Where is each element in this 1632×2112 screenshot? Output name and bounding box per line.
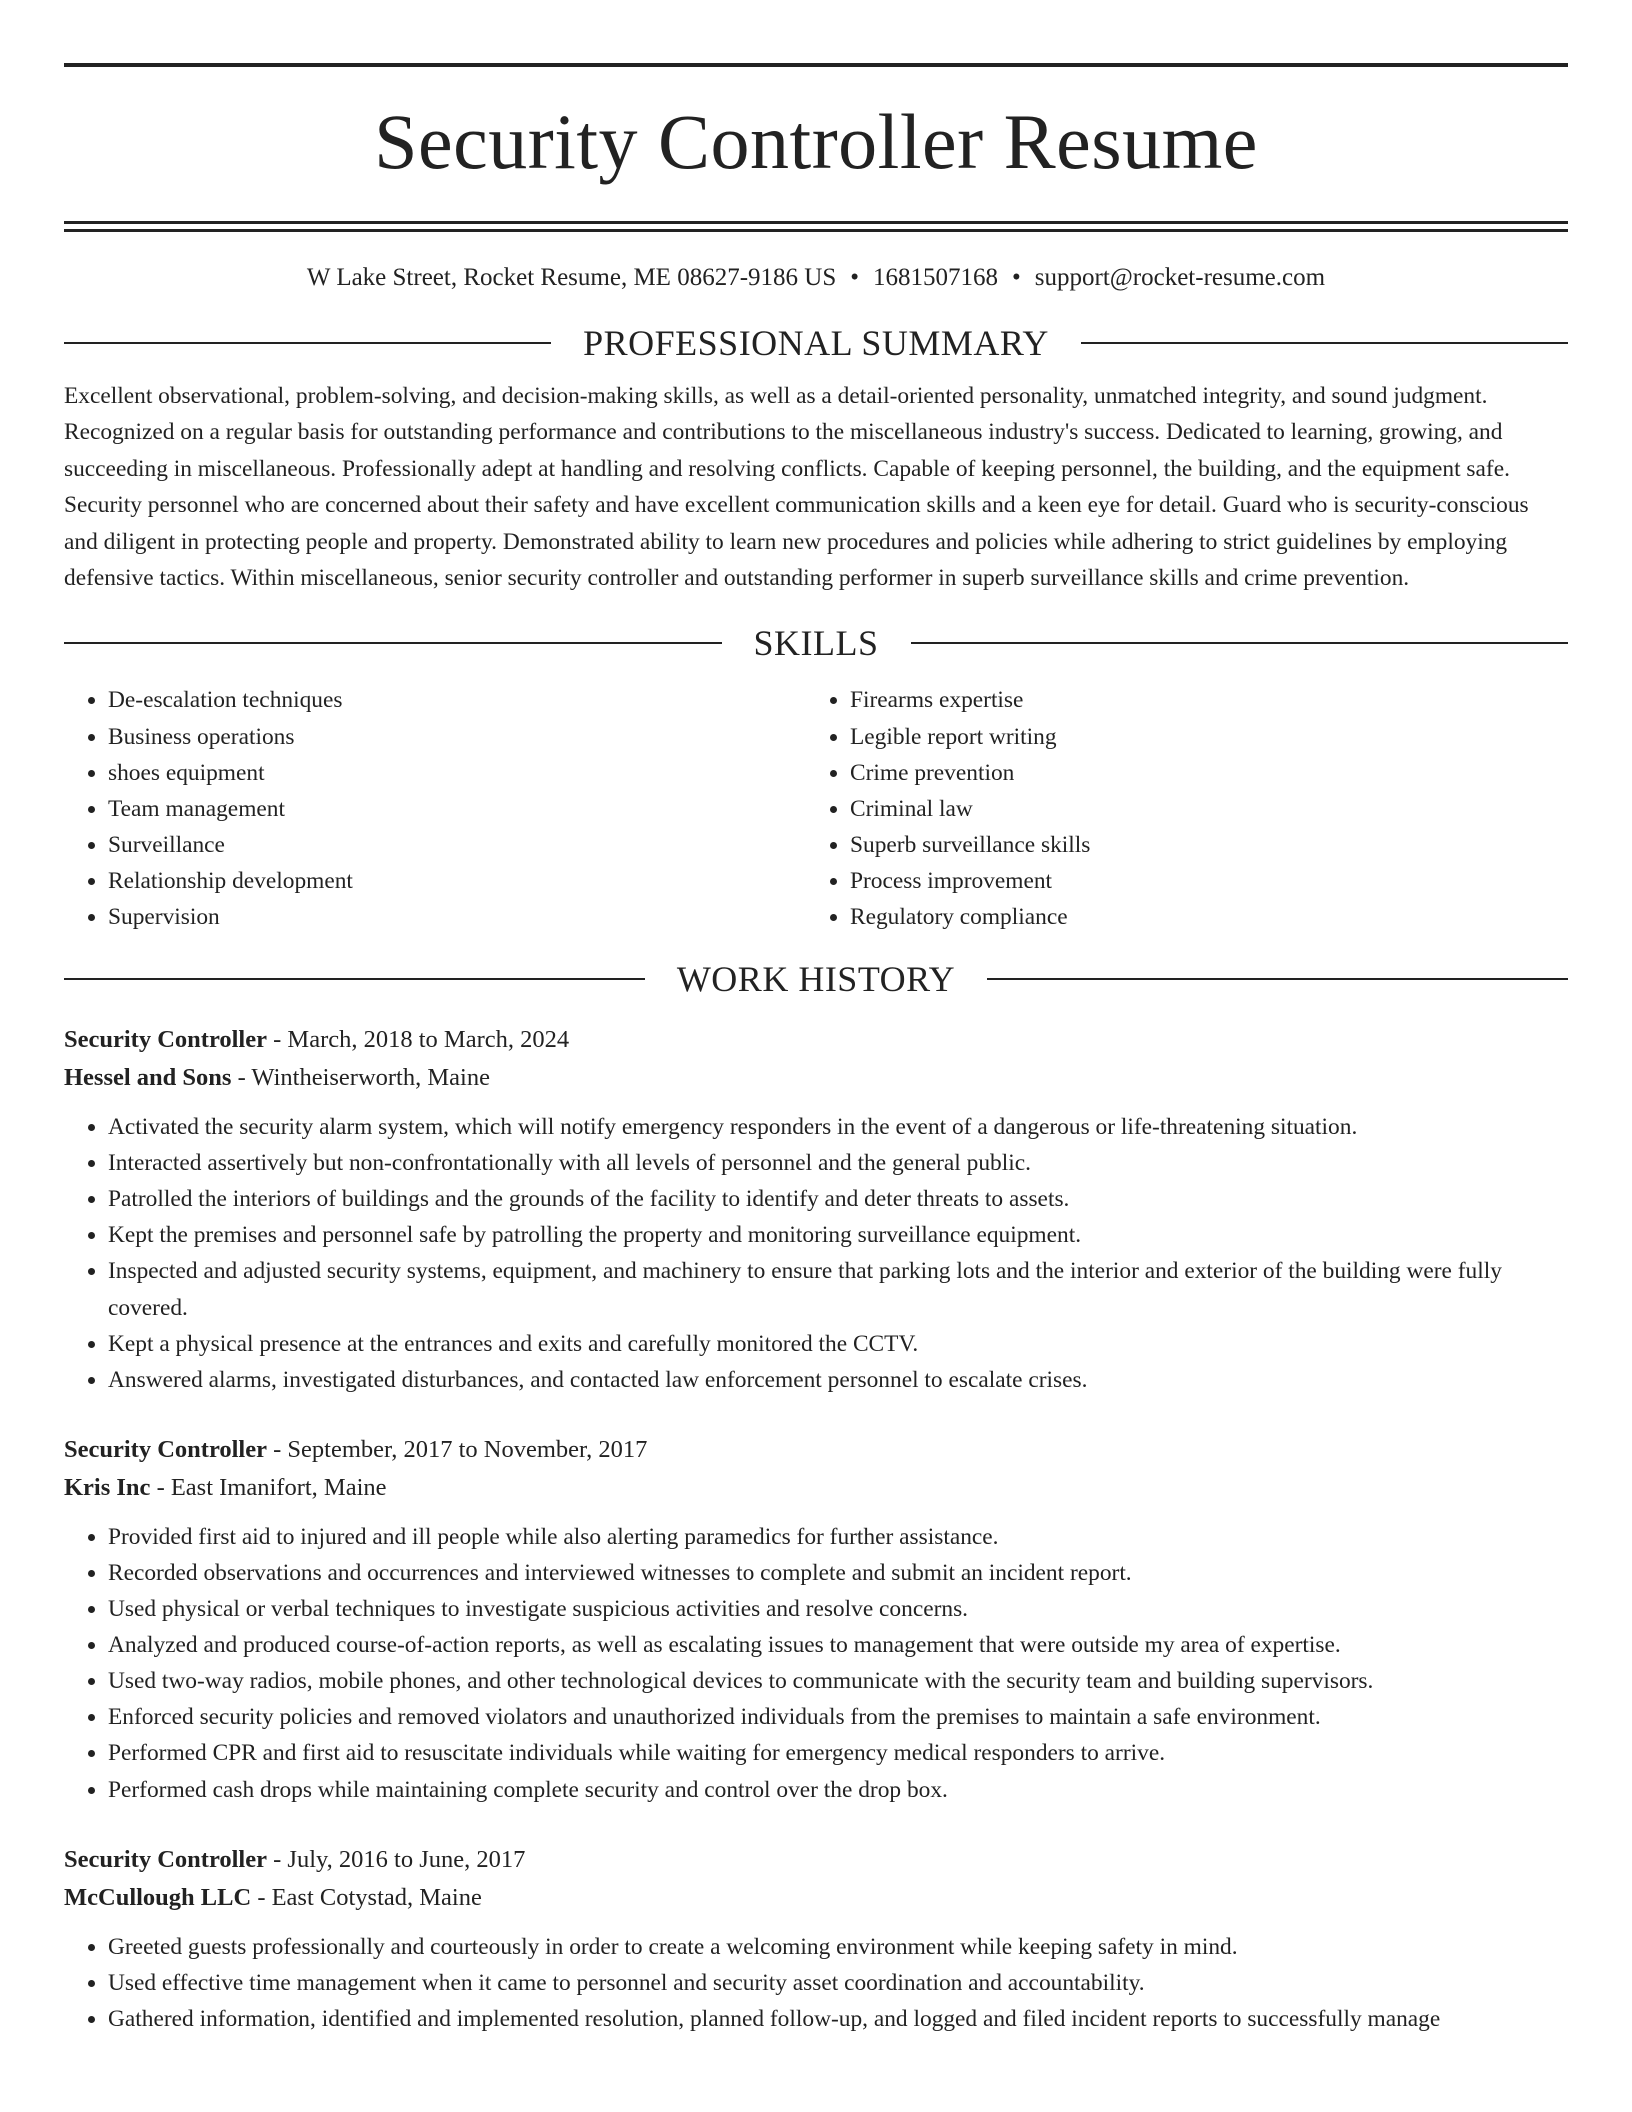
job-dates: - July, 2016 to June, 2017: [267, 1845, 526, 1873]
duty-item: • Answered alarms, investigated disturbances, and contacted law enforcement personnel to escalate crises.: [108, 1362, 1568, 1398]
top-rule: [64, 63, 1568, 67]
resume-title: Security Controller Resume: [374, 98, 1258, 185]
duty-item: • Used effective time management when it came to personnel and security asset coordination and accountability.: [108, 1965, 1568, 2001]
duty-item: • Patrolled the interiors of buildings and the grounds of the facility to identify and deter threats to assets.: [108, 1181, 1568, 1217]
job-company: Hessel and Sons: [64, 1064, 232, 1092]
duty-item: • Interacted assertively but non-confrontationally with all levels of personnel and the general public.: [108, 1145, 1568, 1181]
heading-rule-left: [64, 978, 645, 980]
duty-item: • Greeted guests professionally and courteously in order to create a welcoming environment while keeping safety in mind.: [108, 1929, 1568, 1965]
job-title-line: [64, 1021, 1568, 1059]
job-spacer: [64, 1808, 1568, 1841]
skill-item: • shoes equipment: [108, 755, 806, 791]
skills-columns: [64, 682, 1568, 935]
job-entry: [64, 1021, 1568, 1398]
skill-item: • Process improvement: [850, 863, 1568, 899]
heading-rule-right: [911, 642, 1569, 644]
skills-heading-label: SKILLS: [753, 623, 879, 664]
resume-page: [64, 0, 1568, 2037]
contact-line: [64, 262, 1568, 294]
job-spacer: [64, 1398, 1568, 1431]
duty-item: • Performed CPR and first aid to resuscitate individuals while waiting for emergency medical responders to arrive.: [108, 1735, 1568, 1771]
job-dates: - March, 2018 to March, 2024: [267, 1026, 570, 1054]
skill-item: • Legible report writing: [850, 719, 1568, 755]
skill-item: • Surveillance: [108, 827, 806, 863]
job-dates: - September, 2017 to November, 2017: [267, 1435, 648, 1463]
work-heading-label: WORK HISTORY: [676, 959, 956, 1000]
job-duties: [64, 1109, 1568, 1398]
duty-item: • Enforced security policies and removed violators and unauthorized individuals from the premises to maintain a safe environment.: [108, 1699, 1568, 1735]
job-company-line: [64, 1059, 1568, 1097]
heading-rule-left: [64, 342, 551, 344]
contact-separator: •: [1012, 264, 1021, 291]
job-entry: [64, 1841, 1568, 2037]
job-duties: [64, 1929, 1568, 2037]
duty-item: • Performed cash drops while maintaining complete security and control over the drop box.: [108, 1772, 1568, 1808]
skill-item: • Crime prevention: [850, 755, 1568, 791]
summary-text: Excellent observational, problem-solving, and decision-making skills, as well as a detail-oriented personality, unmatched integrity, and sound judgment. Recognized on a regular basis for outstanding performance and contributions to the miscellaneous industry's success. Dedicated to learning, growing, and succeeding in miscellaneous. Professionally adept at handling and resolving conflicts. Capable of keeping personnel, the building, and the equipment safe. Security personnel who are concerned about their safety and have excellent communication skills and a keen eye for detail. Guard who is security-conscious and diligent in protecting people and property. Demonstrated ability to learn new procedures and policies while adhering to strict guidelines by employing defensive tactics. Within miscellaneous, senior security controller and outstanding performer in superb surveillance skills and crime prevention.: [64, 383, 1529, 592]
work-heading: [64, 959, 1568, 999]
skill-item: • Criminal law: [850, 791, 1568, 827]
job-location: - East Cotystad, Maine: [251, 1883, 482, 1911]
skill-item: • Supervision: [108, 899, 806, 935]
skill-item: • Firearms expertise: [850, 682, 1568, 718]
skill-item: • Regulatory compliance: [850, 899, 1568, 935]
skill-item: • De-escalation techniques: [108, 682, 806, 718]
job-title: Security Controller: [64, 1435, 267, 1463]
job-company: McCullough LLC: [64, 1883, 252, 1911]
contact-separator: •: [850, 264, 859, 291]
duty-item: • Analyzed and produced course-of-action reports, as well as escalating issues to management that were outside my area of expertise.: [108, 1627, 1568, 1663]
duty-item: • Used two-way radios, mobile phones, and other technological devices to communicate with the security team and building supervisors.: [108, 1663, 1568, 1699]
duty-item: • Provided first aid to injured and ill people while also alerting paramedics for further assistance.: [108, 1519, 1568, 1555]
duty-item: • Activated the security alarm system, which will notify emergency responders in the event of a dangerous or life-threatening situation.: [108, 1109, 1568, 1145]
contact-phone: 1681507168: [873, 264, 998, 291]
job-title-line: [64, 1431, 1568, 1469]
heading-rule-left: [64, 642, 722, 644]
heading-rule-right: [987, 978, 1568, 980]
skills-heading: [64, 623, 1568, 663]
job-duties: [64, 1519, 1568, 1808]
summary-heading-label: PROFESSIONAL SUMMARY: [583, 323, 1049, 363]
skill-item: • Superb surveillance skills: [850, 827, 1568, 863]
job-title: Security Controller: [64, 1026, 267, 1054]
job-location: - Wintheiserworth, Maine: [231, 1064, 490, 1092]
job-entry: [64, 1431, 1568, 1808]
skill-item: • Team management: [108, 791, 806, 827]
duty-item: • Kept the premises and personnel safe by patrolling the property and monitoring surveillance equipment.: [108, 1217, 1568, 1253]
duty-item: • Kept a physical presence at the entrances and exits and carefully monitored the CCTV.: [108, 1326, 1568, 1362]
title-double-rule: [64, 221, 1568, 232]
contact-address: W Lake Street, Rocket Resume, ME 08627-9186 US: [306, 264, 837, 291]
job-title-line: [64, 1841, 1568, 1879]
job-company: Kris Inc: [64, 1473, 151, 1501]
contact-email: support@rocket-resume.com: [1034, 264, 1326, 291]
summary-heading: [64, 323, 1568, 363]
heading-rule-right: [1081, 342, 1568, 344]
skills-list-right: [806, 682, 1568, 935]
skill-item: • Business operations: [108, 719, 806, 755]
duty-item: • Recorded observations and occurrences and interviewed witnesses to complete and submit an incident report.: [108, 1555, 1568, 1591]
duty-item: • Used physical or verbal techniques to investigate suspicious activities and resolve concerns.: [108, 1591, 1568, 1627]
job-title: Security Controller: [64, 1845, 267, 1873]
duty-item: • Gathered information, identified and implemented resolution, planned follow-up, and logged and filed incident reports to successfully manage: [108, 2001, 1568, 2037]
job-company-line: [64, 1879, 1568, 1917]
duty-item: • Inspected and adjusted security systems, equipment, and machinery to ensure that parking lots and the interior and exterior of the building were fully covered.: [108, 1253, 1568, 1325]
skill-item: • Relationship development: [108, 863, 806, 899]
skills-list-left: [64, 682, 806, 935]
job-location: - East Imanifort, Maine: [150, 1473, 387, 1501]
job-company-line: [64, 1469, 1568, 1507]
